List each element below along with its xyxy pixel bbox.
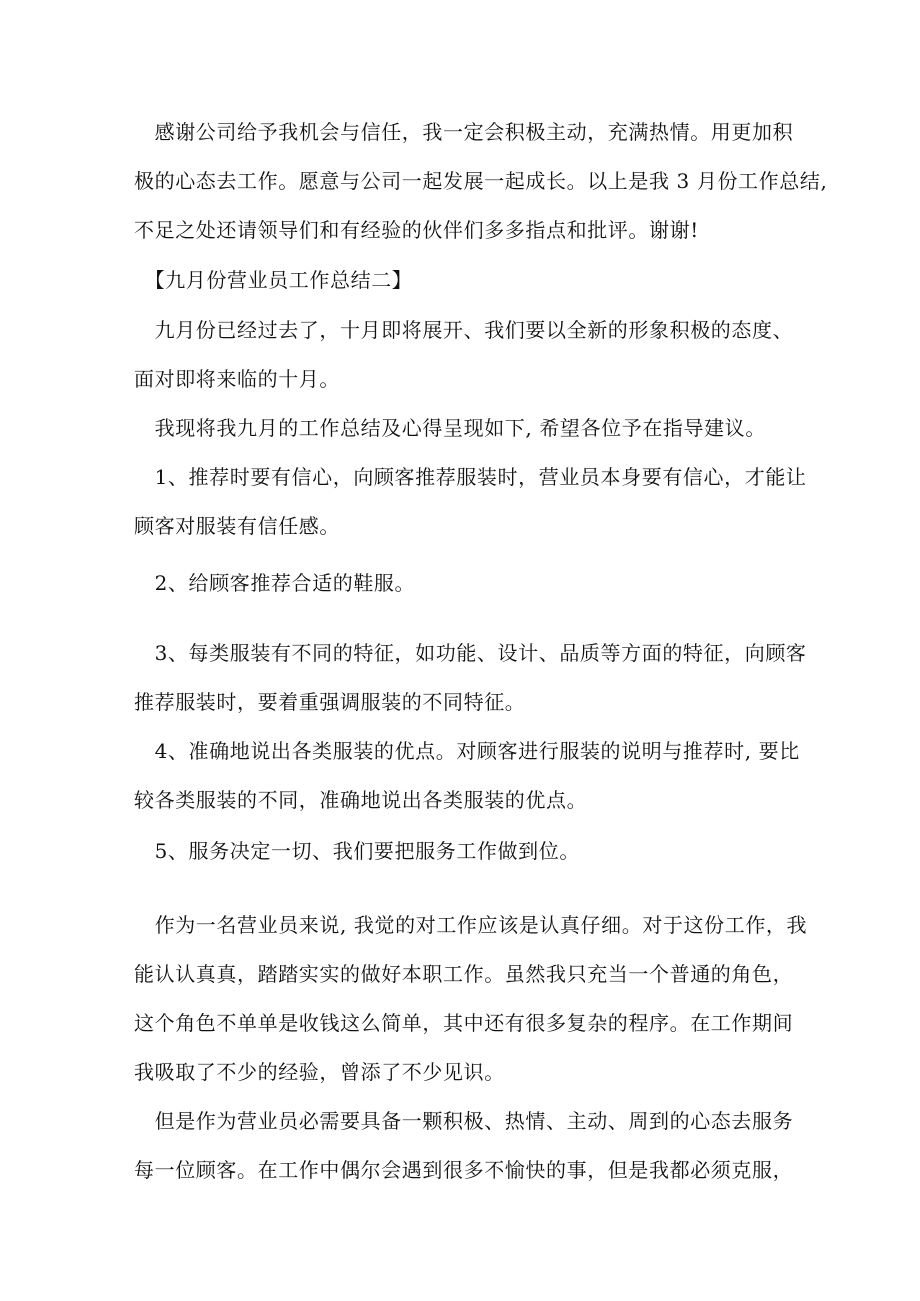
text-line: 但是作为营业员必需要具备一颗积极、热情、主动、周到的心态去服务 <box>134 1109 794 1133</box>
text-line: 面对即将来临的十月。 <box>134 367 340 391</box>
list-item-line: 5、服务决定一切、我们要把服务工作做到位。 <box>134 839 580 863</box>
text-line: 能认认真真，踏踏实实的做好本职工作。虽然我只充当一个普通的角色， <box>134 962 794 986</box>
list-item-line: 3、每类服装有不同的特征，如功能、设计、品质等方面的特征，向顾客 <box>134 641 807 665</box>
text-line: 感谢公司给予我机会与信任，我一定会积极主动，充满热情。用更加积 <box>134 120 794 144</box>
list-item-line: 顾客对服装有信任感。 <box>134 514 340 538</box>
list-item-line: 较各类服装的不同，准确地说出各类服装的优点。 <box>134 788 588 812</box>
list-item-line: 4、准确地说出各类服装的优点。对顾客进行服装的说明与推荐时, 要比 <box>134 739 800 763</box>
list-item-line: 推荐服装时，要着重强调服装的不同特征。 <box>134 690 526 714</box>
text-line: 不足之处还请领导们和有经验的伙伴们多多指点和批评。谢谢! <box>134 218 699 242</box>
text-line: 作为一名营业员来说, 我觉的对工作应该是认真仔细。对于这份工作，我 <box>134 913 808 937</box>
text-line: 这个角色不单单是收钱这么简单，其中还有很多复杂的程序。在工作期间 <box>134 1011 794 1035</box>
list-item-line: 1、推荐时要有信心，向顾客推荐服装时，营业员本身要有信心，才能让 <box>134 465 807 489</box>
text-line: 我吸取了不少的经验，曾添了不少见识。 <box>134 1060 505 1084</box>
text-line: 每一位顾客。在工作中偶尔会遇到很多不愉快的事，但是我都必须克服， <box>134 1158 794 1182</box>
text-line: 我现将我九月的工作总结及心得呈现如下, 希望各位予在指导建议。 <box>134 416 766 440</box>
section-heading: 【九月份营业员工作总结二】 <box>134 268 413 292</box>
list-item-line: 2、给顾客推荐合适的鞋服。 <box>134 571 416 595</box>
text-line: 九月份已经过去了，十月即将展开、我们要以全新的形象积极的态度、 <box>134 318 794 342</box>
text-line: 极的心态去工作。愿意与公司一起发展一起成长。以上是我 3 月份工作总结, <box>134 169 828 193</box>
